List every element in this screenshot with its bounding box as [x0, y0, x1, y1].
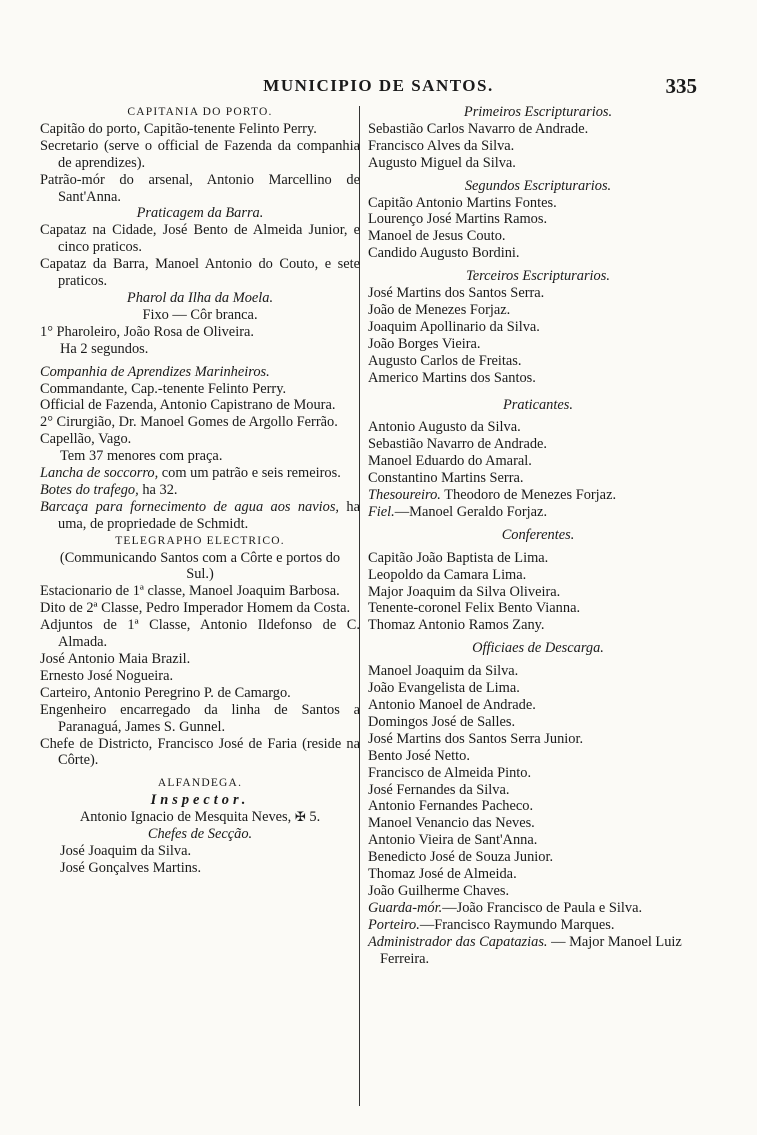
running-title: MUNICIPIO DE SANTOS.: [263, 76, 494, 95]
porteiro-label: Porteiro.: [368, 916, 420, 933]
botes-text: ha 32.: [142, 481, 178, 498]
thesoureiro-label: Thesoureiro.: [368, 487, 441, 504]
page-header: [0, 76, 757, 102]
list-item: Manoel Venancio das Neves.: [368, 815, 535, 832]
list-item: Official de Fazenda, Antonio Capistrano de Moura.: [40, 397, 336, 414]
inspector-heading: Inspector.: [150, 792, 250, 809]
barcaca-label: Barcaça para fornecimento de agua aos navios,: [40, 498, 340, 515]
praticagem-list: [40, 222, 360, 290]
barcaca-entry: [40, 499, 360, 533]
section-heading-segundos: Segundos Escripturarios.: [464, 177, 612, 194]
page-number: 335: [665, 74, 697, 98]
list-item: Augusto Miguel da Silva.: [368, 154, 516, 171]
list-item: Leopoldo da Camara Lima.: [368, 566, 527, 583]
list-item: Capitão do porto, Capitão-tenente Felinto Perry.: [40, 120, 317, 137]
list-item: Major Joaquim da Silva Oliveira.: [368, 583, 561, 600]
list-item: Antonio Fernandes Pacheco.: [368, 798, 534, 815]
list-item: Sebastião Navarro de Andrade.: [368, 436, 548, 453]
conferentes-list: [368, 550, 708, 635]
list-item: João Guilherme Chaves.: [368, 882, 510, 899]
section-heading-terceiros: Terceiros Escripturarios.: [466, 268, 610, 285]
section-heading-primeiros: Primeiros Escripturarios.: [463, 104, 613, 120]
list-item: Patrão-mór do arsenal, Antonio Marcellino de Sant'Anna.: [40, 171, 360, 205]
list-item: João Borges Vieira.: [368, 335, 481, 352]
list-item: Capataz na Cidade, José Bento de Almeida Junior, e cinco praticos.: [40, 222, 360, 256]
list-item: Manoel Eduardo do Amaral.: [368, 453, 532, 470]
section-heading-chefes: Chefes de Secção.: [147, 826, 253, 843]
capitania-list: [40, 121, 360, 206]
praticantes-list: [368, 419, 708, 487]
section-heading-companhia: Companhia de Aprendizes Marinheiros.: [40, 363, 270, 380]
list-item: Sebastião Carlos Navarro de Andrade.: [368, 120, 589, 137]
section-heading-conferentes: Conferentes.: [501, 526, 575, 543]
list-item: Secretario (serve o official de Fazenda da companhia de aprendizes).: [40, 137, 360, 171]
list-item: Dito de 2ª Classe, Pedro Imperador Homem da Costa.: [40, 600, 351, 617]
list-item: Engenheiro encarregado da linha de Santos a Paranaguá, James S. Gunnel.: [40, 701, 360, 735]
list-item: Domingos José de Salles.: [368, 713, 516, 730]
guarda-name: —João Francisco de Paula e Silva.: [442, 899, 643, 916]
list-item: Antonio Manoel de Andrade.: [368, 697, 536, 713]
pharol-subtitle: Fixo — Côr branca.: [142, 306, 258, 323]
section-heading-pharol: Pharol da Ilha da Moela.: [126, 289, 274, 306]
list-item: Francisco Alves da Silva.: [368, 137, 515, 154]
list-item: Manoel Joaquim da Silva.: [368, 663, 519, 680]
section-heading-praticantes: Praticantes.: [503, 396, 573, 413]
list-item: Antonio Augusto da Silva.: [368, 419, 521, 436]
section-heading-capitania: CAPITANIA DO PORTO.: [127, 106, 273, 118]
list-item: Adjuntos de 1ª Classe, Antonio Ildefonso de C. Almada.: [40, 617, 360, 651]
list-item: Joaquim Apollinario da Silva.: [368, 318, 540, 335]
list-item: Americo Martins dos Santos.: [368, 369, 536, 386]
list-item: José Gonçalves Martins.: [60, 859, 202, 876]
section-heading-alfandega: ALFANDEGA.: [157, 777, 243, 790]
porteiro-entry: [368, 917, 708, 934]
admin-entry: [368, 934, 708, 968]
primeiros-list: [368, 121, 708, 172]
list-item: João de Menezes Forjaz.: [368, 301, 511, 318]
inspector-badge: 5.: [309, 809, 321, 826]
lancha-text: com um patrão e seis remeiros.: [161, 465, 341, 482]
fiel-label: Fiel.: [368, 503, 395, 520]
lancha-entry: [40, 465, 360, 482]
list-item: Benedicto José de Souza Junior.: [368, 849, 554, 866]
list-item: Lourenço José Martins Ramos.: [368, 211, 548, 228]
officiaes-list: [368, 663, 708, 900]
list-item: Candido Augusto Bordini.: [368, 245, 520, 262]
left-column: [40, 104, 360, 877]
companhia-list: [40, 381, 360, 449]
list-item: Capitão Antonio Martins Fontes.: [368, 194, 557, 211]
right-column: [368, 104, 708, 968]
list-item: 2° Cirurgião, Dr. Manoel Gomes de Argollo Ferrão.: [40, 414, 338, 431]
lancha-label: Lancha de soccorro,: [40, 465, 159, 482]
list-item: José Antonio Maia Brazil.: [40, 651, 191, 667]
section-heading-praticagem: Praticagem da Barra.: [136, 205, 264, 222]
list-item: João Evangelista de Lima.: [368, 680, 520, 697]
list-item: Francisco de Almeida Pinto.: [368, 764, 532, 781]
porteiro-name: —Francisco Raymundo Marques.: [419, 916, 615, 933]
segundos-list: [368, 195, 708, 263]
telegrapho-note: (Communicando Santos com a Côrte e portos do Sul.): [59, 549, 341, 583]
thesoureiro-name: Theodoro de Menezes Forjaz.: [444, 487, 617, 504]
inspector-name: Antonio Ignacio de Mesquita Neves,: [79, 809, 292, 826]
list-item: Capataz da Barra, Manoel Antonio do Couto, e sete praticos.: [40, 256, 360, 290]
chefes-list: [40, 843, 360, 877]
list-item: Ernesto José Nogueira.: [40, 667, 174, 684]
terceiros-list: [368, 285, 708, 386]
list-item: Capitão João Baptista de Lima.: [368, 549, 549, 566]
thesoureiro-entry: [368, 487, 708, 504]
botes-label: Botes do trafego,: [40, 481, 139, 498]
botes-entry: [40, 482, 360, 499]
list-item: Chefe de Districto, Francisco José de Faria (reside na Côrte).: [40, 735, 360, 769]
list-item: José Joaquim da Silva.: [60, 842, 192, 859]
admin-name: — Major Manoel Luiz Ferreira.: [380, 933, 682, 967]
list-item: José Martins dos Santos Serra Junior.: [368, 730, 584, 747]
list-item: Tenente-coronel Felix Bento Vianna.: [368, 600, 581, 617]
pharol-keeper: 1° Pharoleiro, João Rosa de Oliveira.: [40, 323, 254, 340]
guarda-label: Guarda-mór.: [368, 899, 443, 916]
order-cross-icon: ✠: [294, 809, 306, 825]
fiel-name: —Manoel Geraldo Forjaz.: [394, 503, 548, 520]
section-heading-telegrapho: TELEGRAPHO ELECTRICO.: [115, 534, 285, 547]
barcaca-text: ha uma, de propriedade de Schmidt.: [58, 498, 360, 532]
guarda-entry: [368, 900, 708, 917]
section-heading-officiaes: Officiaes de Descarga.: [472, 640, 604, 657]
list-item: Thomaz José de Almeida.: [368, 866, 517, 883]
list-item: Constantino Martins Serra.: [368, 470, 524, 487]
list-item: José Fernandes da Silva.: [368, 781, 510, 798]
telegrapho-list: [40, 583, 360, 769]
list-item: Estacionario de 1ª classe, Manoel Joaquim Barbosa.: [40, 583, 340, 600]
list-item: Augusto Carlos de Freitas.: [368, 352, 522, 369]
pharol-note: Ha 2 segundos.: [60, 340, 149, 357]
list-item: Manoel de Jesus Couto.: [368, 228, 506, 245]
list-item: Capellão, Vago.: [40, 431, 132, 448]
list-item: Carteiro, Antonio Peregrino P. de Camargo.: [40, 684, 291, 701]
list-item: Commandante, Cap.-tenente Felinto Perry.: [40, 380, 287, 397]
list-item: Bento José Netto.: [368, 747, 470, 764]
companhia-note: Tem 37 menores com praça.: [60, 448, 223, 465]
list-item: José Martins dos Santos Serra.: [368, 285, 545, 302]
list-item: Thomaz Antonio Ramos Zany.: [368, 617, 545, 634]
admin-label: Administrador das Capatazias.: [368, 933, 548, 950]
fiel-entry: [368, 504, 708, 521]
list-item: Antonio Vieira de Sant'Anna.: [368, 832, 538, 849]
inspector-entry: [40, 809, 360, 826]
